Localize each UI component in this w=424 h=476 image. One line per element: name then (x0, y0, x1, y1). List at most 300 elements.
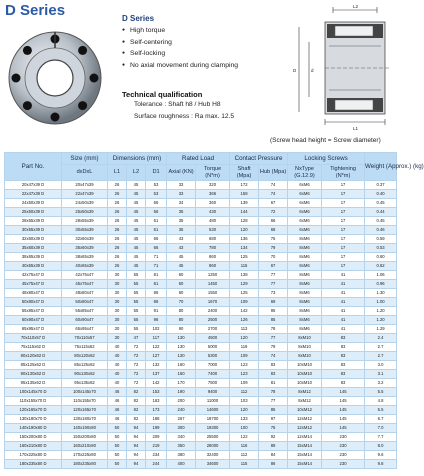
table-cell: 230 (322, 450, 365, 459)
table-cell: 26 (108, 252, 127, 261)
table-cell: 30 (108, 315, 127, 324)
table-cell: 8xM6 (288, 279, 322, 288)
table-cell: 55x85x47 (62, 306, 108, 315)
table-cell: 14600 (196, 405, 230, 414)
table-cell: 6xM6 (288, 225, 322, 234)
table-cell: 17 (322, 261, 365, 270)
table-cell: 41 (322, 270, 365, 279)
table-cell: 100x145x70 (62, 387, 108, 396)
table-cell: 137 (146, 369, 167, 378)
table-cell: 126 (230, 315, 259, 324)
sub-header: NxType (G.12.9) (288, 165, 322, 181)
part-number-cell: 32x60x39 D (5, 234, 62, 243)
table-cell: 10xM10 (288, 360, 322, 369)
part-number-cell: 170x225x80 D (5, 450, 62, 459)
table-cell: 32400 (196, 450, 230, 459)
drawing-label: D (293, 68, 297, 73)
table-cell: 0.45 (365, 216, 397, 225)
table-cell: 55 (127, 288, 146, 297)
table-cell: 6xM6 (288, 189, 322, 198)
table-cell: 112 (230, 450, 259, 459)
table-cell: 86 (259, 459, 288, 468)
table-cell: 1250 (196, 270, 230, 279)
feature-item: ● No axial movement during clamping (122, 60, 292, 72)
table-cell: 129 (230, 279, 259, 288)
table-row (5, 378, 397, 387)
part-number-cell: 35x60x39 D (5, 243, 62, 252)
table-cell: 0.40 (365, 189, 397, 198)
table-row (5, 369, 397, 378)
table-cell: 81 (146, 270, 167, 279)
table-cell: 5000 (196, 342, 230, 351)
table-cell: 230 (322, 441, 365, 450)
part-header: Part No. (5, 153, 62, 181)
sub-header: Torque (N*m) (196, 165, 230, 181)
table-cell: 45 (127, 216, 146, 225)
table-cell: 1.06 (365, 270, 397, 279)
table-cell: 145 (322, 423, 365, 432)
table-cell: 85 (259, 405, 288, 414)
table-cell: 133 (230, 414, 259, 423)
table-row (5, 351, 397, 360)
table-cell: 74 (259, 189, 288, 198)
table-cell: 17 (322, 207, 365, 216)
table-cell: 230 (322, 459, 365, 468)
part-number-cell: 70x110x57 D (5, 333, 62, 342)
table-cell: 0.45 (365, 198, 397, 207)
table-cell: 109 (230, 351, 259, 360)
table-cell: 34600 (196, 459, 230, 468)
table-cell: 17 (322, 243, 365, 252)
table-cell: 122 (146, 342, 167, 351)
part-number-cell: 60x90x47 D (5, 315, 62, 324)
table-cell: 43 (167, 234, 196, 243)
table-cell: 860 (196, 252, 230, 261)
group-header: Rated Load (167, 153, 230, 165)
table-cell: 26 (108, 207, 127, 216)
table-cell: 41 (322, 306, 365, 315)
table-cell: 82 (127, 396, 146, 405)
table-cell: 91 (146, 306, 167, 315)
table-cell: 55 (127, 297, 146, 306)
table-cell: 109 (230, 297, 259, 306)
table-cell: 56 (146, 207, 167, 216)
table-cell: 43 (167, 243, 196, 252)
table-cell: 50 (108, 432, 127, 441)
table-cell: 2700 (196, 324, 230, 333)
table-cell: 60x90x47 (62, 315, 108, 324)
table-cell: 34 (167, 198, 196, 207)
table-cell: 95x135x62 (62, 378, 108, 387)
table-cell: 45 (127, 252, 146, 261)
table-cell: 41 (322, 288, 365, 297)
table-cell: 1450 (196, 279, 230, 288)
table-cell: 50 (108, 423, 127, 432)
table-cell: 780 (196, 243, 230, 252)
table-cell: 97 (259, 414, 288, 423)
table-cell: 77 (259, 333, 288, 342)
table-cell: 158 (230, 189, 259, 198)
table-cell: 35 (167, 225, 196, 234)
part-number-cell: 38x65x39 D (5, 252, 62, 261)
table-cell: 7000 (196, 360, 230, 369)
table-cell: 300 (167, 423, 196, 432)
table-cell: 5.5 (365, 387, 397, 396)
table-cell: 8xM6 (288, 324, 322, 333)
tech-title: Technical qualification (122, 90, 203, 99)
table-cell: 75 (259, 423, 288, 432)
table-cell: 65x95x47 (62, 324, 108, 333)
table-cell: 209 (146, 432, 167, 441)
table-cell: 122 (230, 432, 259, 441)
table-cell: 40 (108, 369, 127, 378)
table-cell: 15xM14 (288, 459, 322, 468)
table-cell: 80 (167, 306, 196, 315)
table-cell: 83 (322, 333, 365, 342)
part-number-cell: 20x47x39 D (5, 181, 62, 190)
part-number-cell: 150x200x80 D (5, 432, 62, 441)
table-cell: 145 (322, 387, 365, 396)
table-cell: 530 (196, 225, 230, 234)
table-cell: 46 (108, 414, 127, 423)
table-cell: 42x75x47 (62, 270, 108, 279)
table-cell: 71 (146, 261, 167, 270)
table-cell: 78 (259, 387, 288, 396)
table-cell: 70 (259, 252, 288, 261)
table-cell: 350 (167, 441, 196, 450)
sub-header: Tightening (N*m) (322, 165, 365, 181)
part-number-cell: 140x190x80 D (5, 423, 62, 432)
table-cell: 47 (127, 333, 146, 342)
table-cell: 219 (146, 441, 167, 450)
table-cell: 96 (146, 315, 167, 324)
table-cell: 2.7 (365, 342, 397, 351)
table-cell: 8xM10 (288, 342, 322, 351)
table-cell: 67 (259, 198, 288, 207)
table-cell: 72 (259, 207, 288, 216)
table-cell: 123 (230, 369, 259, 378)
table-cell: 17 (322, 198, 365, 207)
table-cell: 15xM14 (288, 441, 322, 450)
part-number-cell: 80x120x62 D (5, 351, 62, 360)
table-cell: 30 (108, 306, 127, 315)
group-header: Contact Pressure (230, 153, 288, 165)
table-cell: 12xM14 (288, 432, 322, 441)
table-cell: 116 (230, 441, 259, 450)
table-cell: 7.0 (365, 423, 397, 432)
part-number-cell: 75x115x62 D (5, 342, 62, 351)
table-cell: 120 (230, 333, 259, 342)
table-cell: 5300 (196, 351, 230, 360)
table-cell: 142 (146, 378, 167, 387)
table-cell: 10xM12 (288, 405, 322, 414)
table-cell: 70 (167, 297, 196, 306)
table-cell: 70x110x57 (62, 333, 108, 342)
table-cell: 77 (259, 270, 288, 279)
table-cell: 127 (146, 351, 167, 360)
table-cell: 83 (322, 369, 365, 378)
drawing-label: L2 (353, 4, 359, 9)
table-cell: 3.1 (365, 369, 397, 378)
table-row (5, 207, 397, 216)
table-cell: 20x47x39 (62, 181, 108, 190)
table-cell: 33 (167, 189, 196, 198)
table-cell: 130 (167, 351, 196, 360)
table-cell: 6.7 (365, 414, 397, 423)
table-row (5, 216, 397, 225)
table-row (5, 306, 397, 315)
table-cell: 50x80x47 (62, 297, 108, 306)
table-cell: 144 (230, 207, 259, 216)
table-cell: 17 (322, 234, 365, 243)
part-number-cell: 45x75x47 D (5, 279, 62, 288)
table-cell: 1.00 (365, 297, 397, 306)
table-row (5, 423, 397, 432)
table-cell: 30 (108, 279, 127, 288)
table-cell: 160 (167, 369, 196, 378)
table-cell: 4.8 (365, 396, 397, 405)
table-cell: 79 (259, 243, 288, 252)
table-cell: 142 (230, 306, 259, 315)
table-cell: 0.46 (365, 225, 397, 234)
table-cell: 267 (167, 414, 196, 423)
table-cell: 35 (167, 216, 196, 225)
table-cell: 45 (127, 181, 146, 190)
part-number-cell: 110x155x70 D (5, 396, 62, 405)
spec-table-body (5, 181, 397, 469)
table-cell: 80x120x62 (62, 351, 108, 360)
part-number-cell: 65x95x47 D (5, 324, 62, 333)
table-cell: 130 (167, 342, 196, 351)
surface-text: Surface roughness : Ra max. 12.5 (134, 113, 235, 120)
table-cell: 160 (167, 360, 196, 369)
table-cell: 77 (259, 396, 288, 405)
table-cell: 66 (146, 234, 167, 243)
table-cell: 188 (146, 414, 167, 423)
table-cell: 360 (196, 198, 230, 207)
table-cell: 7.7 (365, 432, 397, 441)
table-cell: 8xM10 (288, 351, 322, 360)
table-cell: 61 (146, 225, 167, 234)
table-cell: 17 (322, 216, 365, 225)
table-cell: 340 (167, 432, 196, 441)
table-cell: 180x235x80 (62, 459, 108, 468)
table-cell: 30x55x39 (62, 225, 108, 234)
series-title: D Series (122, 14, 155, 23)
table-cell: 40 (108, 351, 127, 360)
part-number-cell: 180x235x80 D (5, 459, 62, 468)
table-cell: 1550 (196, 288, 230, 297)
table-cell: 160x210x80 (62, 441, 108, 450)
table-cell: 24x50x39 (62, 198, 108, 207)
table-row (5, 297, 397, 306)
table-cell: 480 (196, 216, 230, 225)
table-cell: 134 (230, 243, 259, 252)
table-cell: 120x165x70 (62, 405, 108, 414)
table-cell: 136 (230, 234, 259, 243)
table-cell: 0.53 (365, 243, 397, 252)
table-cell: 109 (230, 378, 259, 387)
table-cell: 26 (108, 189, 127, 198)
table-row (5, 396, 397, 405)
table-cell: 17 (322, 252, 365, 261)
table-cell: 3.2 (365, 378, 397, 387)
table-cell: 240 (167, 405, 196, 414)
table-cell: 33 (167, 181, 196, 190)
table-cell: 41 (322, 315, 365, 324)
table-cell: 8xM6 (288, 270, 322, 279)
table-cell: 55 (127, 270, 146, 279)
table-cell: 83 (322, 360, 365, 369)
table-cell: 41 (322, 324, 365, 333)
part-number-cell: 42x75x47 D (5, 270, 62, 279)
table-cell: 55 (127, 279, 146, 288)
group-header: Size (mm) (62, 153, 108, 165)
table-cell: 40 (108, 360, 127, 369)
table-cell: 66 (146, 243, 167, 252)
table-cell: 41 (322, 297, 365, 306)
section-drawing (285, 2, 398, 132)
table-cell: 8xM6 (288, 252, 322, 261)
table-cell: 2.4 (365, 333, 397, 342)
table-cell: 25x50x39 (62, 207, 108, 216)
table-cell: 18700 (196, 414, 230, 423)
table-cell: 163 (146, 396, 167, 405)
table-cell: 94 (127, 459, 146, 468)
table-cell: 8xM6 (288, 288, 322, 297)
table-cell: 40 (108, 342, 127, 351)
table-cell: 69 (259, 297, 288, 306)
table-cell: 100 (230, 423, 259, 432)
table-cell: 1.20 (365, 315, 397, 324)
table-cell: 0.62 (365, 261, 397, 270)
tolerance-text: Tolerance : Shaft h8 / Hub H8 (134, 101, 221, 108)
weight-header: Weight (Approx.) (kg) (365, 153, 397, 181)
table-cell: 40x65x39 (62, 261, 108, 270)
table-cell: 22x47x39 (62, 189, 108, 198)
table-cell: 17 (322, 189, 365, 198)
table-cell: 12xM12 (288, 423, 322, 432)
table-cell: 0.44 (365, 207, 397, 216)
table-row (5, 279, 397, 288)
table-cell: 78 (259, 324, 288, 333)
table-cell: 26 (108, 198, 127, 207)
table-cell: 6xM6 (288, 198, 322, 207)
table-cell: 61 (146, 216, 167, 225)
table-cell: 94 (127, 432, 146, 441)
table-row (5, 198, 397, 207)
table-cell: 10xM10 (288, 369, 322, 378)
table-cell: 15xM14 (288, 450, 322, 459)
part-number-cell: 28x55x39 D (5, 216, 62, 225)
table-row (5, 315, 397, 324)
table-cell: 11000 (196, 396, 230, 405)
table-cell: 3.0 (365, 360, 397, 369)
series-info (122, 14, 292, 71)
table-cell: 230 (322, 432, 365, 441)
table-cell: 50 (108, 450, 127, 459)
table-cell: 120 (230, 225, 259, 234)
table-cell: 9.8 (365, 459, 397, 468)
table-cell: 0.59 (365, 234, 397, 243)
table-cell: 30 (108, 297, 127, 306)
table-cell: 90 (167, 324, 196, 333)
table-cell: 123 (230, 360, 259, 369)
drawing-label: d (311, 68, 314, 73)
table-cell: 94 (127, 441, 146, 450)
table-cell: 67 (259, 261, 288, 270)
table-row (5, 441, 397, 450)
table-cell: 10xM10 (288, 378, 322, 387)
table-cell: 90x130x62 (62, 369, 108, 378)
table-cell: 53 (146, 181, 167, 190)
table-cell: 190 (167, 387, 196, 396)
table-cell: 74 (259, 351, 288, 360)
table-cell: 117 (146, 333, 167, 342)
table-cell: 145 (322, 396, 365, 405)
table-cell: 0.37 (365, 181, 397, 190)
table-cell: 1.30 (365, 288, 397, 297)
table-cell: 2500 (196, 315, 230, 324)
drawing-label: L1 (353, 126, 359, 131)
table-row (5, 270, 397, 279)
table-row (5, 405, 397, 414)
table-cell: 115 (230, 261, 259, 270)
table-cell: 244 (146, 459, 167, 468)
table-cell: 2400 (196, 306, 230, 315)
table-cell: 125 (230, 252, 259, 261)
table-cell: 53 (146, 189, 167, 198)
table-cell: 28000 (196, 441, 230, 450)
table-cell: 7500 (196, 378, 230, 387)
table-cell: 45 (167, 252, 196, 261)
part-number-cell: 55x85x47 D (5, 306, 62, 315)
table-row (5, 459, 397, 468)
table-cell: 38x65x39 (62, 252, 108, 261)
table-cell: 84 (259, 450, 288, 459)
table-cell: 71 (146, 252, 167, 261)
table-cell: 130 (167, 333, 196, 342)
page-title: D Series (5, 2, 66, 19)
table-cell: 26 (108, 243, 127, 252)
table-cell: 8xM6 (288, 261, 322, 270)
table-cell: 83 (259, 369, 288, 378)
table-cell: 17 (322, 181, 365, 190)
table-row (5, 450, 397, 459)
table-cell: 8.0 (365, 441, 397, 450)
table-cell: 45 (127, 189, 146, 198)
table-cell: 400 (167, 459, 196, 468)
table-cell: 1670 (196, 297, 230, 306)
part-number-cell: 100x145x70 D (5, 387, 62, 396)
table-row (5, 414, 397, 423)
table-cell: 0.96 (365, 279, 397, 288)
table-cell: 26 (108, 216, 127, 225)
table-cell: 1.29 (365, 324, 397, 333)
table-cell: 366 (196, 189, 230, 198)
table-row (5, 360, 397, 369)
table-cell: 75x115x62 (62, 342, 108, 351)
table-cell: 85 (259, 315, 288, 324)
table-row (5, 261, 397, 270)
table-cell: 75 (259, 234, 288, 243)
table-cell: 55 (127, 306, 146, 315)
table-cell: 30 (108, 333, 127, 342)
feature-list (122, 25, 292, 71)
table-cell: 170 (167, 378, 196, 387)
part-number-cell: 95x135x62 D (5, 378, 62, 387)
part-number-cell: 130x180x70 D (5, 414, 62, 423)
